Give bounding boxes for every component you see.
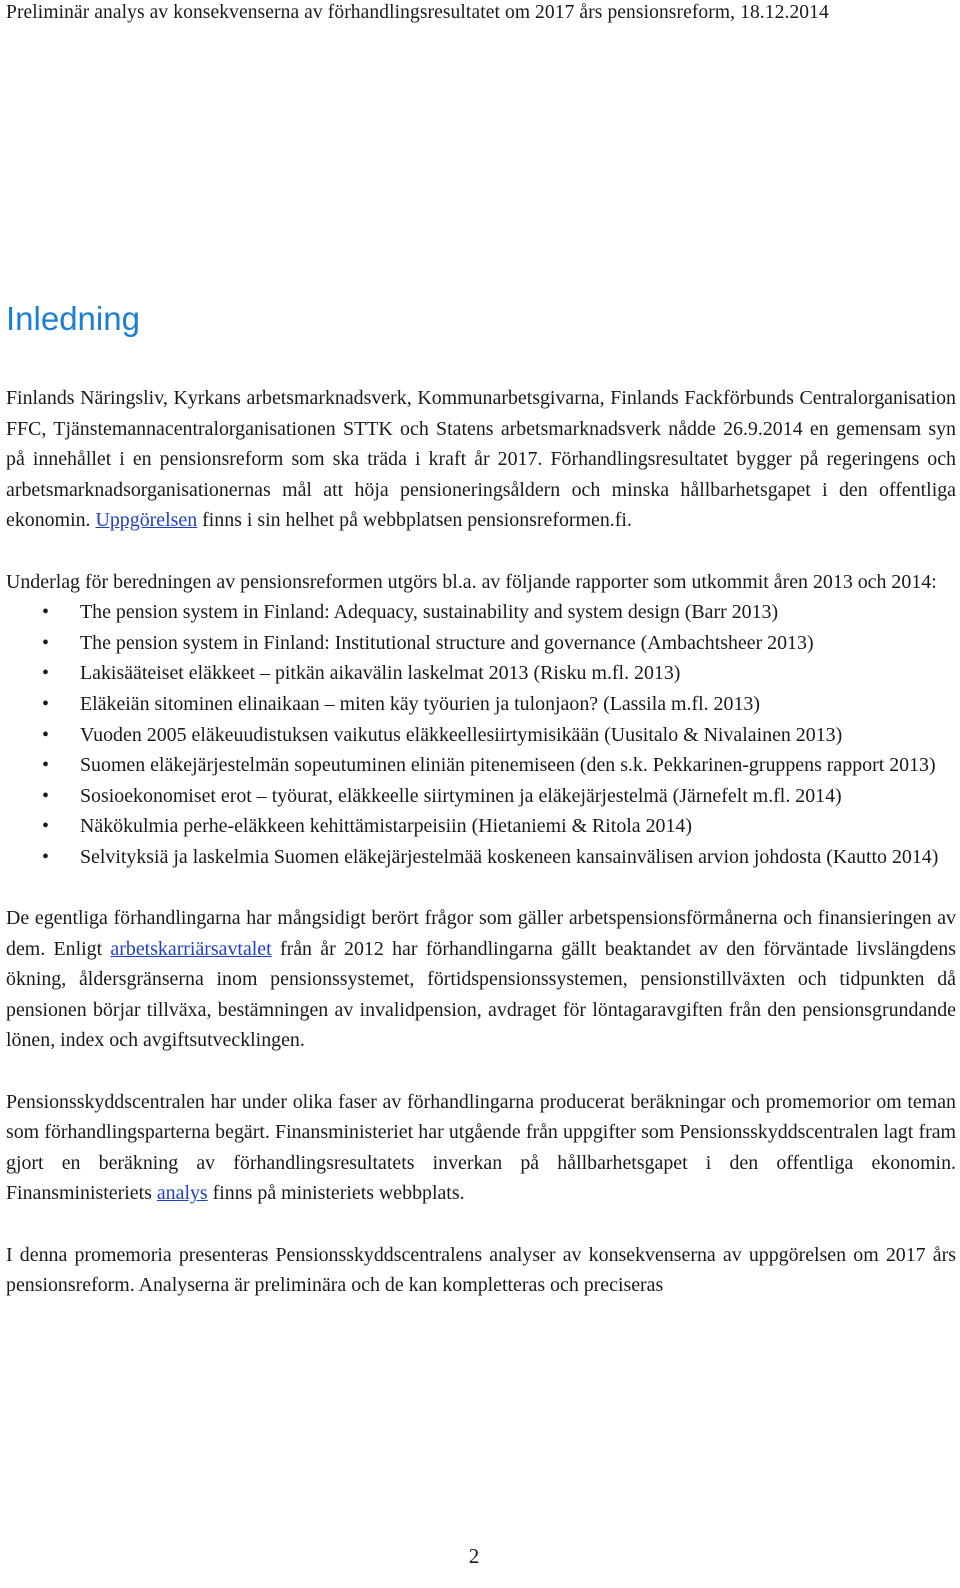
report-title: The pension system in Finland: Institutional structure and governance (Ambachtsheer 2013): [80, 631, 814, 654]
negotiations-text: De egentliga förhandlingarna har mångsidigt berört frågor som gäller arbetspensionsförmånerna och finansieringen av dem. Enligt: [6, 907, 956, 960]
report-title: Sosioekonomiset erot – työurat, eläkkeelle siirtyminen ja eläkejärjestelmä (Järnefelt m.fl. 2014): [80, 784, 842, 807]
bullet-icon: •: [42, 692, 49, 715]
page-number: 2: [468, 1544, 480, 1568]
list-item: [6, 658, 956, 689]
report-title: Eläkeiän sitominen elinaikaan – miten käy työurien ja tulonjaon? (Lassila m.fl. 2013): [80, 692, 760, 715]
reports-intro-paragraph: Underlag för beredningen av pensionsreformen utgörs bl.a. av följande rapporter som utkommit åren 2013 och 2014:: [6, 570, 937, 593]
bullet-icon: •: [42, 631, 49, 654]
bullet-icon: •: [42, 784, 49, 807]
calculations-text: Pensionsskyddscentralen har under olika faser av förhandlingarna producerat beräkningar och promemorior om teman som förhandlingsparterna begärt. Finansministeriet har utgående från uppgifter som Pensionsskyddscentralen lagt fram gjort en beräkning av förhandlingsresultatets inverkan på hållbarhetsgapet i den offentliga ekonomin. Finansministeriets: [6, 1090, 956, 1205]
memo-paragraph: I denna promemoria presenteras Pensionsskyddscentralens analyser av konsekvenserna av uppgörelsen om 2017 års pensionsreform. Analyserna är preliminära och de kan kompletteras och preciseras: [6, 1243, 956, 1297]
report-title: Lakisääteiset eläkkeet – pitkän aikavälin laskelmat 2013 (Risku m.fl. 2013): [80, 662, 681, 685]
bullet-icon: •: [42, 845, 49, 868]
intro-text: Finlands Näringsliv, Kyrkans arbetsmarknadsverk, Kommunarbetsgivarna, Finlands Fackförbunds Centralorganisation FFC, Tjänstemannacentralorganisationen STTK och Statens arbetsmarknadsverk nådde 26.9.2014 en gemensam syn på innehållet i en pensionsreform som ska träda i kraft år 2017. Förhandlingsresultatet bygger på regeringens och arbetsmarknadsorganisationernas mål att höja pensioneringsåldern och minska hållbarhetsgapet i den offentliga ekonomin.: [6, 387, 956, 532]
bullet-icon: •: [42, 723, 49, 746]
bullet-icon: •: [42, 662, 49, 685]
report-title: Suomen eläkejärjestelmän sopeutuminen eliniän pitenemiseen (den s.k. Pekkarinen-gruppens rapport 2013): [80, 754, 936, 777]
analysis-link[interactable]: analys: [156, 1182, 208, 1205]
intro-paragraph: [6, 383, 956, 536]
report-title: Näkökulmia perhe-eläkkeen kehittämistarpeisiin (Hietaniemi & Ritola 2014): [80, 815, 693, 838]
list-item: [6, 750, 956, 781]
list-item: [6, 689, 956, 720]
intro-text-end: finns i sin helhet på webbplatsen pensionsreformen.fi.: [197, 509, 632, 532]
bullet-icon: •: [42, 815, 49, 838]
report-title: Vuoden 2005 eläkeuudistuksen vaikutus eläkkeellesiirtymisikään (Uusitalo & Nivalainen 2013): [80, 723, 843, 746]
reports-list: [6, 597, 956, 872]
calculations-text-end: finns på ministeriets webbplats.: [207, 1182, 465, 1205]
list-item: [6, 811, 956, 842]
agreement-link[interactable]: Uppgörelsen: [95, 509, 198, 532]
section-heading: Inledning: [6, 300, 140, 337]
list-item: [6, 720, 956, 751]
running-header: Preliminär analys av konsekvenserna av förhandlingsresultatet om 2017 års pensionsreform, 18.12.2014: [6, 2, 829, 23]
list-item: [6, 781, 956, 812]
document-body: [6, 383, 956, 1301]
list-item: [6, 628, 956, 659]
career-agreement-link[interactable]: arbetskarriärsavtalet: [110, 937, 272, 960]
list-item: [6, 842, 956, 873]
report-title: Selvityksiä ja laskelmia Suomen eläkejärjestelmää koskeneen kansainvälisen arvion johdosta (Kautto 2014): [80, 845, 939, 868]
calculations-paragraph: [6, 1087, 956, 1209]
report-title: The pension system in Finland: Adequacy, sustainability and system design (Barr 2013): [80, 601, 779, 624]
negotiations-paragraph: [6, 903, 956, 1056]
list-item: [6, 597, 956, 628]
bullet-icon: •: [42, 754, 49, 777]
negotiations-text-end: från år 2012 har förhandlingarna gällt beaktandet av den förväntade livslängdens ökning, åldersgränserna inom pensionssystemet, förtidspensionssystemen, pensionstillväxten och tidpunkten då pensionen börjar tillväxa, bestämningen av invalidpension, avdraget för löntagaravgiften från den pensionsgrundande lönen, index och avgiftsutvecklingen.: [6, 937, 956, 1052]
bullet-icon: •: [42, 601, 49, 624]
